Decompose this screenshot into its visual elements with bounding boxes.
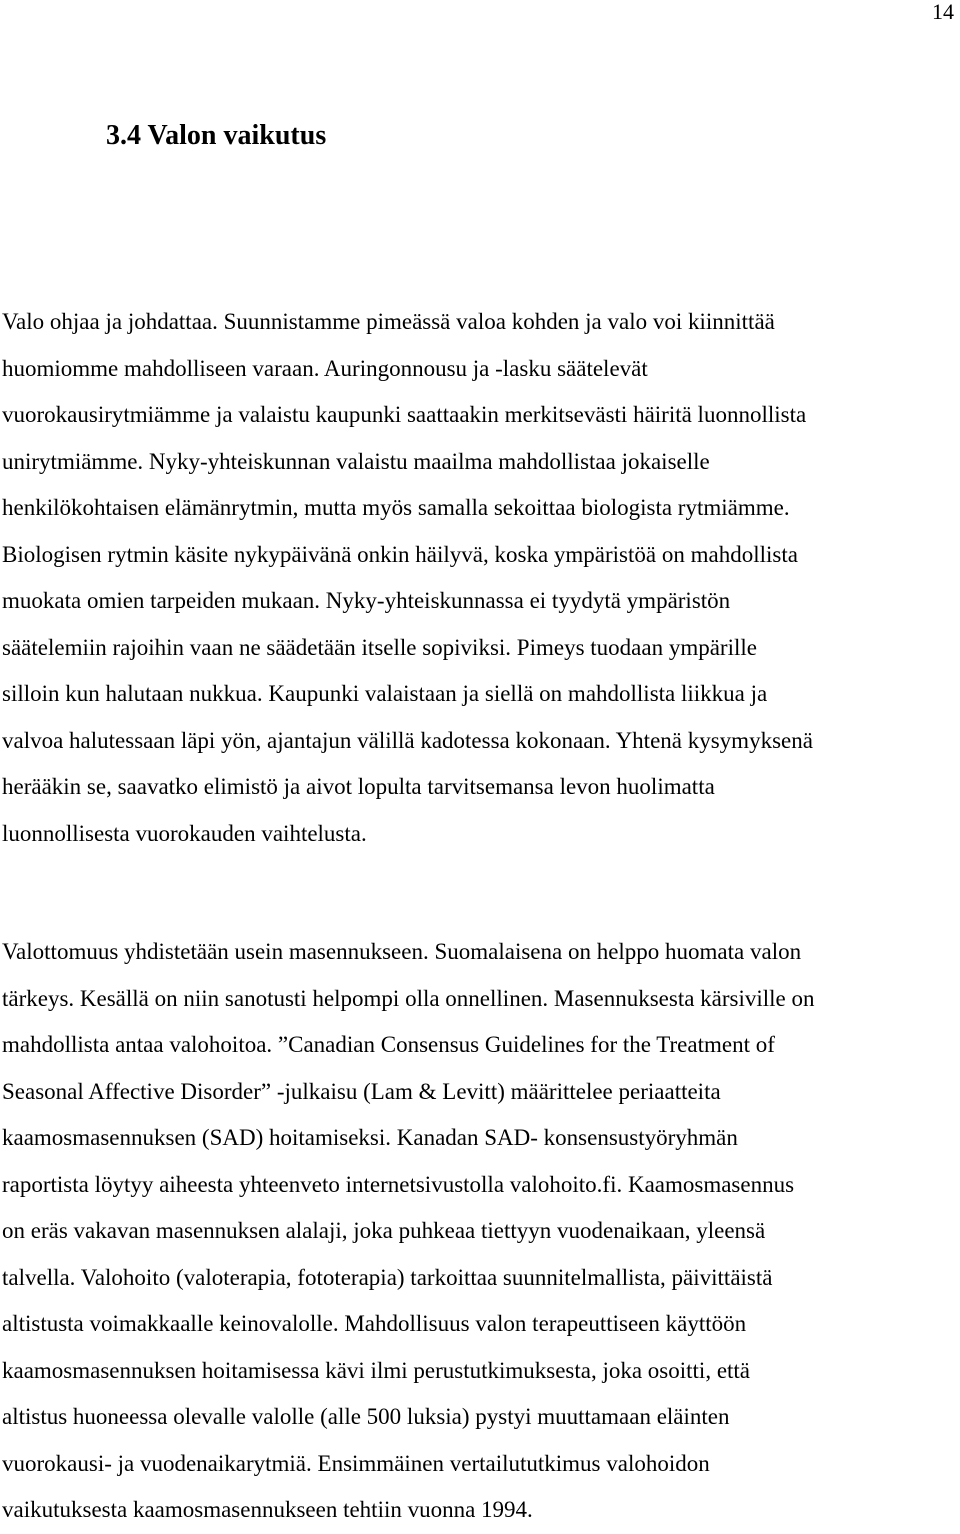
paragraph-line: kaamosmasennuksen hoitamisessa kävi ilmi perustutkimuksesta, joka osoitti, että (2, 1357, 751, 1383)
paragraph-line: valvoa halutessaan läpi yön, ajantajun välillä kadotessa kokonaan. Yhtenä kysymyksenä (2, 727, 813, 753)
paragraph-line: mahdollista antaa valohoitoa. ”Canadian Consensus Guidelines for the Treatment of (2, 1032, 775, 1057)
paragraph-line: muokata omien tarpeiden mukaan. Nyky-yhteiskunnassa ei tyydytä ympäristön (2, 588, 731, 613)
paragraph-line: luonnollisesta vuorokauden vaihtelusta. (2, 820, 367, 846)
paragraph-line: vuorokausi- ja vuodenaikarytmiä. Ensimmäinen vertailututkimus valohoidon (2, 1450, 710, 1476)
paragraph-line: vaikutuksesta kaamosmasennukseen tehtiin vuonna 1994. (2, 1497, 533, 1522)
paragraph-2 (2, 929, 958, 1534)
paragraph-line: henkilökohtaisen elämänrytmin, mutta myös samalla sekoittaa biologista rytmiämme. (2, 495, 790, 520)
paragraph-line: on eräs vakavan masennuksen alalaji, joka puhkeaa tiettyyn vuodenaikaan, yleensä (2, 1218, 766, 1243)
paragraph-line: altistusta voimakkaalle keinovalolle. Mahdollisuus valon terapeuttiseen käyttöön (2, 1311, 747, 1336)
paragraph-line: Biologisen rytmin käsite nykypäivänä onkin häilyvä, koska ympäristöä on mahdollista (2, 541, 798, 567)
paragraph-line: säätelemiin rajoihin vaan ne säädetään itselle sopiviksi. Pimeys tuodaan ympärille (2, 634, 757, 660)
paragraph-line: kaamosmasennuksen (SAD) hoitamiseksi. Kanadan SAD- konsensustyöryhmän (2, 1125, 738, 1150)
paragraph-line: altistus huoneessa olevalle valolle (alle 500 luksia) pystyi muuttamaan eläinten (2, 1404, 730, 1429)
paragraph-line: Valottomuus yhdistetään usein masennukseen. Suomalaisena on helppo huomata valon (2, 939, 802, 964)
paragraph-line: unirytmiämme. Nyky-yhteiskunnan valaistu maailma mahdollistaa jokaiselle (2, 448, 710, 474)
paragraph-line: Seasonal Affective Disorder” -julkaisu (Lam & Levitt) määrittelee periaatteita (2, 1078, 721, 1104)
section-heading: 3.4 Valon vaikutus (106, 120, 327, 151)
paragraph-line: silloin kun halutaan nukkua. Kaupunki valaistaan ja siellä on mahdollista liikkua ja (2, 681, 768, 706)
paragraph-line: raportista löytyy aiheesta yhteenveto internetsivustolla valohoito.fi. Kaamosmasennus (2, 1171, 795, 1197)
paragraph-line: herääkin se, saavatko elimistö ja aivot lopulta tarvitsemansa levon huolimatta (2, 774, 715, 799)
page-number: 14 (932, 0, 954, 24)
paragraph-line: huomiomme mahdolliseen varaan. Auringonnousu ja -lasku säätelevät (2, 355, 648, 381)
paragraph-1 (2, 299, 958, 857)
paragraph-line: tärkeys. Kesällä on niin sanotusti helpompi olla onnellinen. Masennuksesta kärsiville on (2, 985, 815, 1011)
paragraph-line: vuorokausirytmiämme ja valaistu kaupunki saattaakin merkitsevästi häiritä luonnollista (2, 402, 807, 427)
paragraph-line: talvella. Valohoito (valoterapia, fototerapia) tarkoittaa suunnitelmallista, päivittäistä (2, 1264, 773, 1290)
paragraph-line: Valo ohjaa ja johdattaa. Suunnistamme pimeässä valoa kohden ja valo voi kiinnittää (2, 309, 775, 334)
